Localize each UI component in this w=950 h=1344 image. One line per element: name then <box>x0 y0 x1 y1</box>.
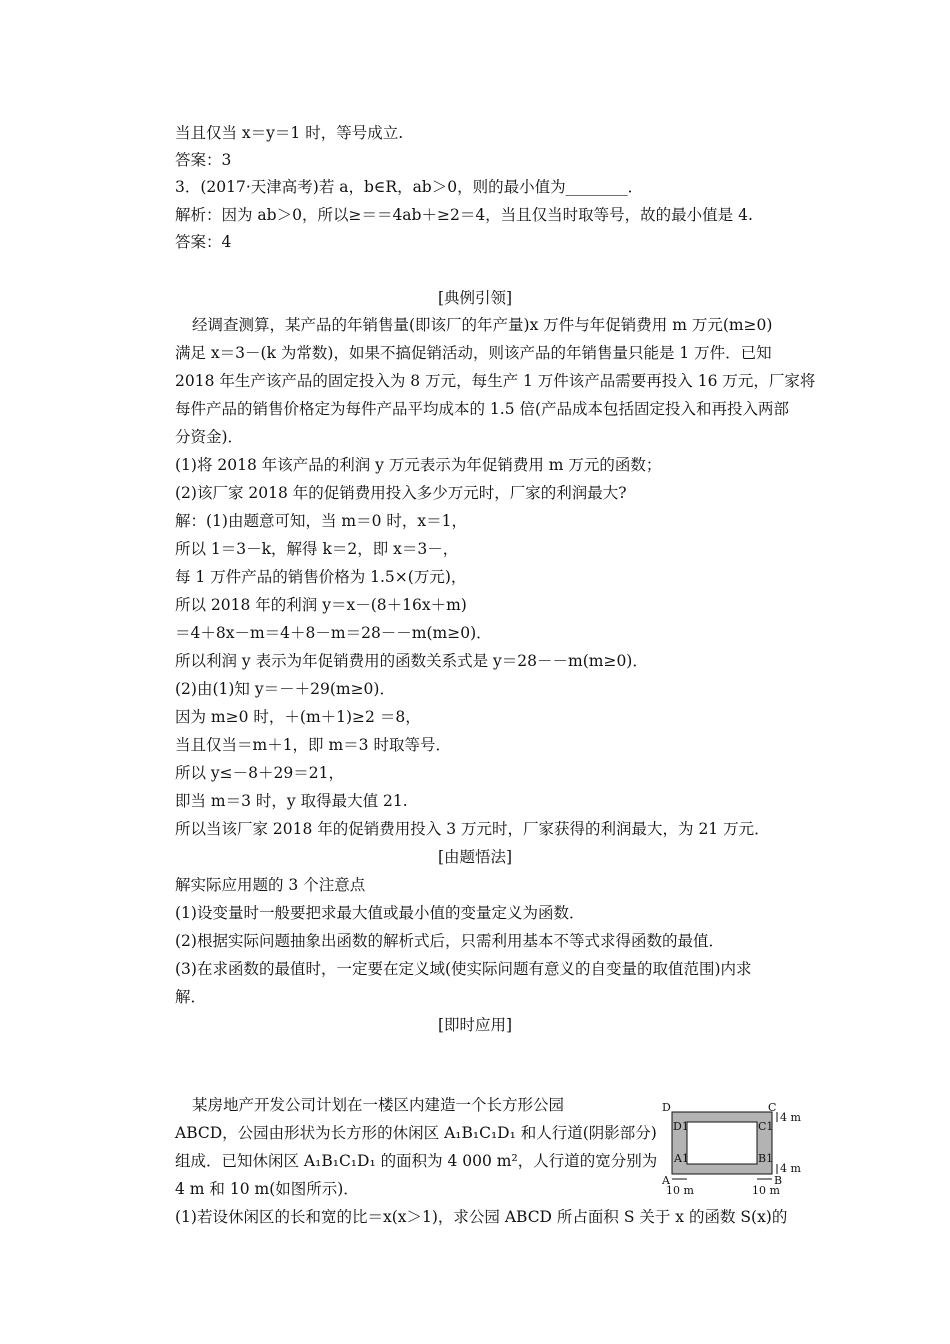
question-line: (2)该厂家 2018 年的促销费用投入多少万元时，厂家的利润最大? <box>175 484 627 502</box>
text-line: 答案：4 <box>175 233 232 251</box>
width-left-label: 10 m <box>666 1184 694 1197</box>
solution-line: 所以利润 y 表示为年促销费用的函数关系式是 y＝28－－m(m≥0)． <box>175 652 648 670</box>
method-line: (3)在求函数的最值时，一定要在定义域(使实际问题有意义的自变量的取值范围)内求 <box>175 960 752 978</box>
problem-line: 4 m 和 10 m(如图所示)． <box>175 1180 359 1198</box>
section-title: [典例引领] <box>437 289 513 307</box>
solution-line: ＝4＋8x－m＝4＋8－m＝28－－m(m≥0)． <box>175 624 492 642</box>
width-right-label: 10 m <box>752 1184 780 1197</box>
paragraph-line: 经调查测算，某产品的年销售量(即该厂的年产量)x 万件与年促销费用 m 万元(m≥0) <box>192 316 773 334</box>
park-diagram <box>660 1100 810 1200</box>
solution-line: 即当 m＝3 时，y 取得最大值 21. <box>175 792 408 810</box>
paragraph-line: 满足 x＝3－(k 为常数)，如果不搞促销活动，则该产品的年销售量只能是 1 万件．已知 <box>175 344 772 362</box>
label-d1: D1 <box>673 1120 689 1133</box>
width-top-label: 4 m <box>780 1111 801 1124</box>
label-b: B <box>774 1174 783 1187</box>
label-a: A <box>662 1174 670 1187</box>
method-line: (2)根据实际问题抽象出函数的解析式后，只需利用基本不等式求得函数的最值． <box>175 932 724 950</box>
width-bottom-label: 4 m <box>780 1162 801 1175</box>
solution-line: 所以当该厂家 2018 年的促销费用投入 3 万元时，厂家获得的利润最大，为 21 万元． <box>175 820 770 838</box>
section-title: [即时应用] <box>437 1016 513 1034</box>
inner-rect-a1b1c1d1 <box>687 1122 757 1164</box>
text-line: 当且仅当 x＝y＝1 时，等号成立. <box>175 124 404 142</box>
problem-line: 组成．已知休闲区 A₁B₁C₁D₁ 的面积为 4 000 m²，人行道的宽分别为 <box>175 1152 658 1170</box>
label-b1: B1 <box>758 1152 774 1165</box>
label-d: D <box>662 1101 671 1114</box>
problem-line: (1)若设休闲区的长和宽的比＝x(x＞1)，求公园 ABCD 所占面积 S 关于 x 的函数 S(x)的 <box>175 1208 788 1226</box>
problem-line: 某房地产开发公司计划在一楼区内建造一个长方形公园 <box>192 1096 565 1114</box>
problem-line: ABCD，公园由形状为长方形的休闲区 A₁B₁C₁D₁ 和人行道(阴影部分) <box>175 1124 657 1142</box>
solution-line: 每 1 万件产品的销售价格为 1.5×(万元)， <box>175 568 467 586</box>
solution-line: (2)由(1)知 y＝－＋29(m≥0)． <box>175 680 395 698</box>
question-line: (1)将 2018 年该产品的利润 y 万元表示为年促销费用 m 万元的函数； <box>175 456 662 474</box>
solution-line: 所以 y≤－8＋29＝21， <box>175 764 344 782</box>
label-a1: A1 <box>674 1152 689 1165</box>
section-title: [由题悟法] <box>437 848 513 866</box>
solution-line: 所以 2018 年的利润 y＝x－(8＋16x＋m) <box>175 596 467 614</box>
solution-line: 当且仅当＝m＋1，即 m＝3 时取等号． <box>175 736 451 754</box>
method-line: (1)设变量时一般要把求最大值或最小值的变量定义为函数． <box>175 904 585 922</box>
label-c: C <box>768 1101 777 1114</box>
text-line: 解析：因为 ab＞0，所以≥＝＝4ab＋≥2＝4，当且仅当时取等号，故的最小值是 4. <box>175 206 753 224</box>
solution-line: 所以 1＝3－k，解得 k＝2，即 x＝3－， <box>175 540 459 558</box>
text-line: 答案：3 <box>175 151 232 169</box>
paragraph-line: 分资金)． <box>175 428 244 446</box>
text-line: 3．(2017·天津高考)若 a，b∈R，ab＞0，则的最小值为________． <box>175 178 644 196</box>
paragraph-line: 每件产品的销售价格定为每件产品平均成本的 1.5 倍(产品成本包括固定投入和再投入两部 <box>175 400 790 418</box>
method-line: 解． <box>175 988 207 1006</box>
label-c1: C1 <box>758 1120 774 1133</box>
method-line: 解实际应用题的 3 个注意点 <box>175 876 366 894</box>
paragraph-line: 2018 年生产该产品的固定投入为 8 万元，每生产 1 万件该产品需要再投入 16 万元，厂家将 <box>175 372 816 390</box>
solution-line: 解：(1)由题意可知，当 m＝0 时，x＝1， <box>175 512 467 530</box>
solution-line: 因为 m≥0 时，＋(m＋1)≥2 ＝8， <box>175 708 421 726</box>
park-diagram-svg <box>660 1100 810 1200</box>
